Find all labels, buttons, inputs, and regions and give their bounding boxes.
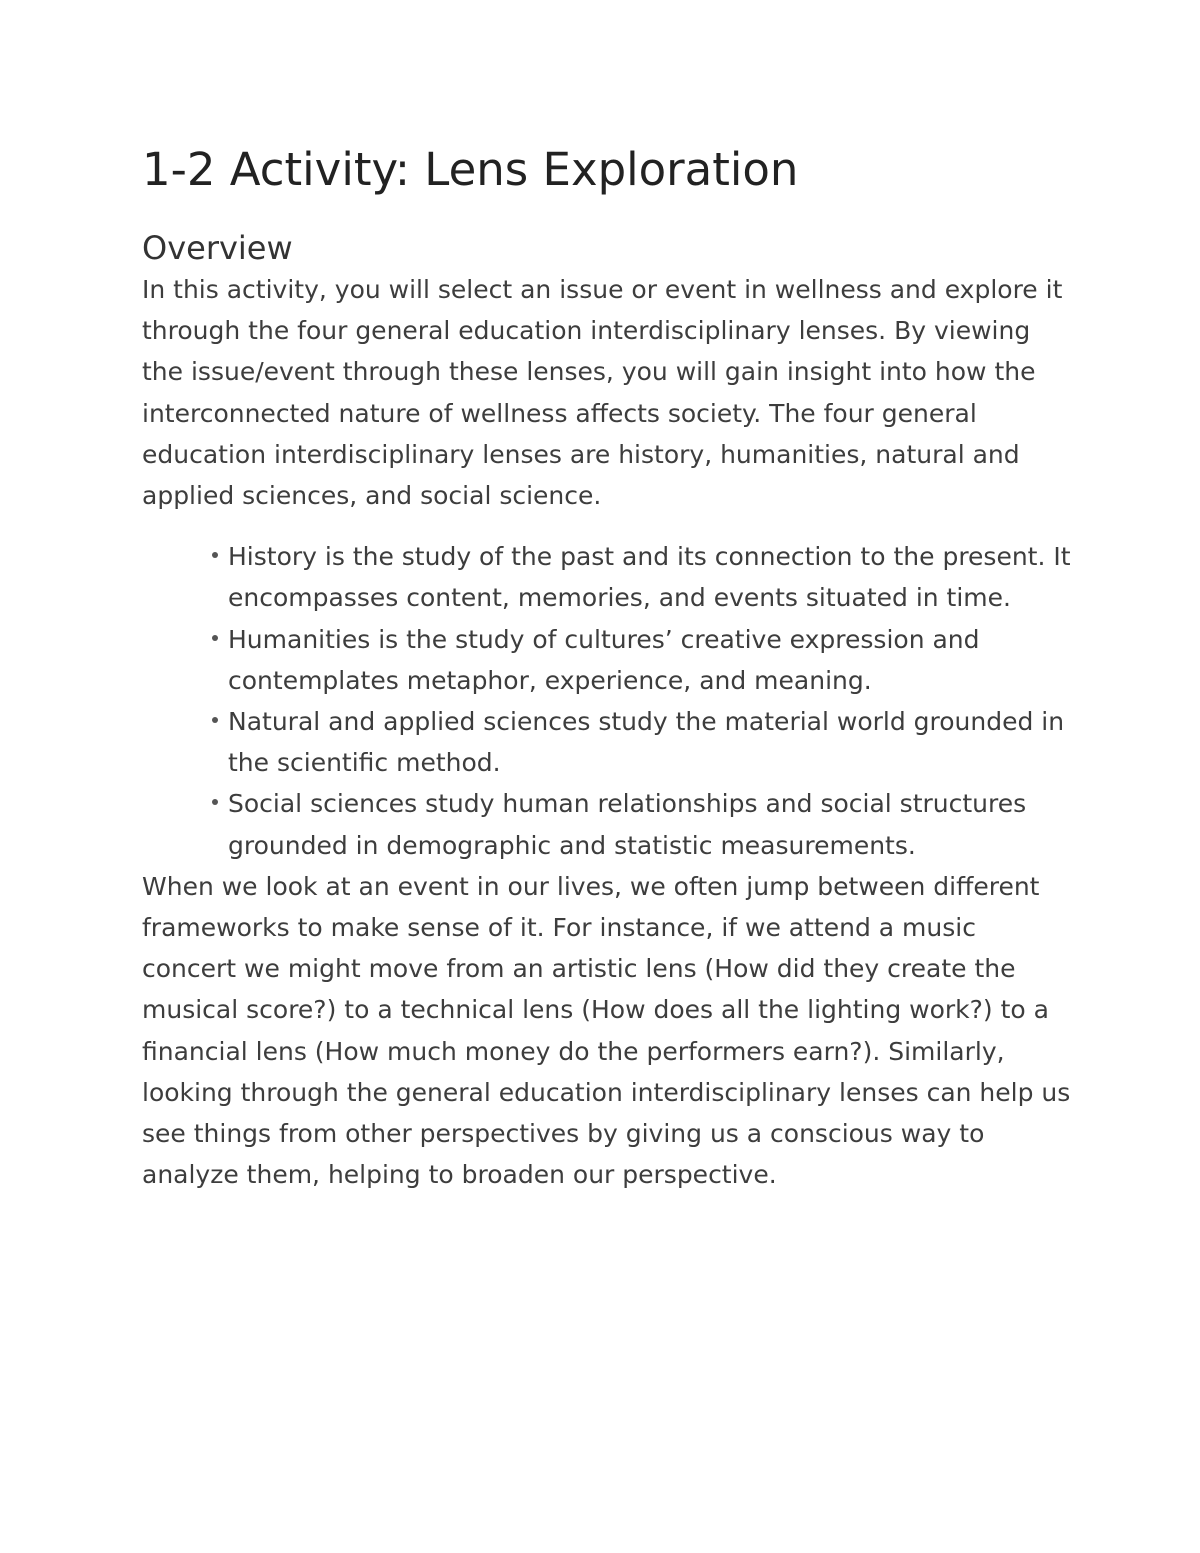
bullet-icon bbox=[212, 635, 218, 641]
list-item-social-sciences bbox=[188, 783, 1072, 865]
bullet-icon bbox=[212, 799, 218, 805]
list-item-text: Humanities is the study of cultures’ creative expression and contemplates metaphor, experience, and meaning. bbox=[228, 624, 980, 695]
list-item-text: History is the study of the past and its connection to the present. It encompasses content, memories, and events situated in time. bbox=[228, 542, 1071, 613]
lens-list bbox=[142, 536, 1072, 866]
closing-paragraph: When we look at an event in our lives, we often jump between different frameworks to make sense of it. For instance, if we attend a music concert we might move from an artistic lens (How did they create the musical score?) to a technical lens (How does all the lighting work?) to a financial lens (How much money do the performers earn?). Similarly, looking through the general education interdisciplinary lenses can help us see things from other perspectives by giving us a conscious way to analyze them, helping to broaden our perspective. bbox=[142, 871, 1071, 1190]
bullet-icon bbox=[212, 552, 218, 558]
intro-paragraph: In this activity, you will select an issue or event in wellness and explore it through the four general education interdisciplinary lenses. By viewing the issue/event through these lenses, you will gain insight into how the interconnected nature of wellness affects society. The four general education interdisciplinary lenses are history, humanities, natural and applied sciences, and social science. bbox=[142, 275, 1063, 511]
section-heading-overview: Overview bbox=[142, 229, 293, 267]
list-item-natural-sciences bbox=[188, 701, 1072, 783]
document-page bbox=[142, 138, 1072, 1195]
page-title: 1-2 Activity: Lens Exploration bbox=[142, 143, 799, 196]
list-item-text: Social sciences study human relationships and social structures grounded in demographic and statistic measurements. bbox=[228, 789, 1027, 860]
list-item-humanities bbox=[188, 619, 1072, 701]
list-item-history bbox=[188, 536, 1072, 618]
bullet-icon bbox=[212, 717, 218, 723]
list-item-text: Natural and applied sciences study the material world grounded in the scientific method. bbox=[228, 707, 1065, 778]
